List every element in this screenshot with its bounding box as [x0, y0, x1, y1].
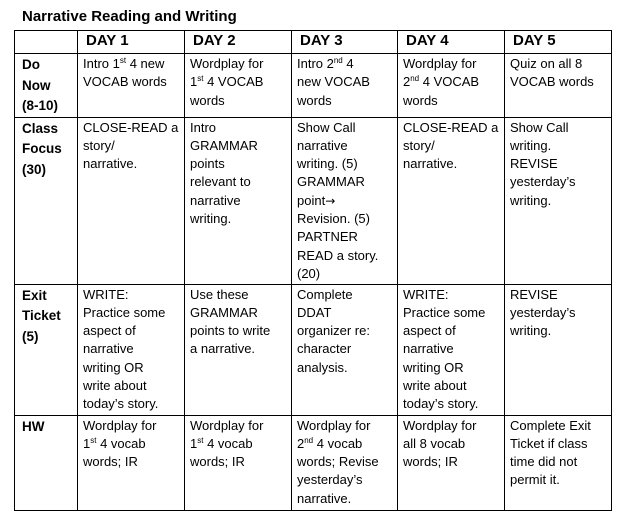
cell-line: 1st 4 vocab	[83, 435, 146, 451]
table-cell	[185, 284, 292, 415]
cell-line: story/	[83, 137, 115, 153]
cell-line: 2nd 4 vocab	[297, 435, 363, 451]
cell-line: CLOSE-READ a	[403, 119, 499, 135]
cell-line: write about	[83, 377, 147, 393]
cell-line: all 8 vocab	[403, 435, 466, 451]
cell-line: Intro 2nd 4	[297, 56, 354, 71]
cell-line: GRAMMAR	[190, 304, 258, 320]
cell-line: writing OR	[403, 359, 464, 375]
cell-line: Show Call	[510, 119, 569, 135]
cell-line: writing.	[510, 137, 552, 153]
cell-line: yesterday’s	[297, 472, 363, 488]
row-label	[15, 54, 78, 118]
cell-line: Practice some	[403, 304, 486, 320]
cell-line: narrative.	[83, 156, 138, 172]
cell-line: points to write	[190, 323, 271, 339]
day-header: DAY 1	[78, 31, 185, 54]
cell-line: words; Revise	[297, 454, 379, 470]
cell-line: VOCAB words	[510, 74, 594, 90]
row-label-line: Now	[22, 77, 51, 93]
table-cell	[78, 117, 185, 284]
cell-line: narrative	[83, 341, 134, 357]
cell-line: PARTNER	[297, 229, 358, 245]
row-label-line: Ticket	[22, 308, 61, 323]
cell-line: yesterday’s	[510, 304, 576, 320]
cell-line: points	[190, 156, 225, 172]
cell-line: DDAT	[297, 304, 332, 320]
cell-line: Practice some	[83, 304, 166, 320]
cell-line: Wordplay for	[297, 417, 371, 433]
cell-line: Quiz on all 8	[510, 56, 583, 71]
table-cell	[185, 54, 292, 118]
table-row	[15, 415, 612, 510]
cell-line: GRAMMAR	[190, 137, 258, 153]
row-label-line: (30)	[22, 161, 47, 177]
cell-line: writing.	[510, 192, 552, 208]
table-cell	[505, 415, 612, 510]
row-label-line: HW	[22, 418, 45, 434]
cell-line: Intro	[190, 119, 217, 135]
row-label	[15, 284, 78, 415]
cell-line: READ a story.	[297, 247, 379, 263]
cell-line: writing.	[510, 323, 552, 339]
cell-line: Wordplay for	[403, 56, 477, 71]
cell-line: GRAMMAR	[297, 174, 365, 190]
table-cell	[398, 54, 505, 118]
row-label-line: Class	[22, 120, 59, 136]
cell-line: WRITE:	[83, 286, 129, 302]
cell-line: words; IR	[403, 454, 458, 470]
cell-line: today’s story.	[83, 396, 159, 412]
ordinal-suffix: nd	[304, 435, 314, 445]
table-cell	[185, 415, 292, 510]
cell-line: (20)	[297, 265, 321, 281]
cell-line: Intro 1st 4 new	[83, 56, 165, 71]
cell-line: writing OR	[83, 359, 144, 375]
cell-line: relevant to	[190, 174, 251, 190]
cell-line: VOCAB words	[83, 74, 167, 90]
table-cell	[292, 117, 398, 284]
row-label	[15, 415, 78, 510]
table-cell	[78, 284, 185, 415]
cell-line: 2nd 4 VOCAB	[403, 74, 480, 90]
cell-line: Revision. (5)	[297, 210, 370, 226]
table-cell	[78, 415, 185, 510]
table-cell	[505, 54, 612, 118]
day-header: DAY 5	[505, 31, 612, 54]
table-cell	[292, 415, 398, 510]
day-header: DAY 4	[398, 31, 505, 54]
cell-line: today’s story.	[403, 396, 479, 412]
cell-line: Complete Exit	[510, 417, 591, 433]
table-cell	[505, 117, 612, 284]
ordinal-suffix: st	[119, 56, 127, 65]
cell-line: REVISE	[510, 286, 558, 302]
row-label	[15, 117, 78, 284]
cell-line: Use these	[190, 286, 249, 302]
cell-line: REVISE	[510, 156, 558, 172]
lesson-plan-table	[14, 30, 612, 511]
cell-line: organizer re:	[297, 323, 370, 339]
cell-line: words	[403, 92, 438, 108]
cell-line: words; IR	[83, 454, 138, 470]
row-label-line: Do	[22, 57, 40, 72]
table-cell	[398, 117, 505, 284]
cell-line: Wordplay for	[83, 417, 157, 433]
cell-line: narrative	[403, 341, 454, 357]
cell-line: words; IR	[190, 454, 245, 470]
table-cell	[292, 54, 398, 118]
cell-line: writing. (5)	[297, 156, 358, 172]
cell-line: yesterday’s	[510, 174, 576, 190]
cell-line: a narrative.	[190, 341, 256, 357]
cell-line: Ticket if class	[510, 435, 588, 451]
cell-line: new VOCAB	[297, 74, 370, 90]
cell-line: character	[297, 341, 352, 357]
cell-line: words	[190, 92, 225, 108]
cell-line: point→	[297, 192, 336, 208]
cell-line: WRITE:	[403, 286, 449, 302]
ordinal-suffix: st	[197, 435, 204, 445]
table-cell	[398, 415, 505, 510]
cell-line: time did not	[510, 454, 578, 470]
cell-line: Show Call	[297, 119, 356, 135]
cell-line: Wordplay for	[403, 417, 477, 433]
day-header: DAY 3	[292, 31, 398, 54]
page-title: Narrative Reading and Writing	[22, 8, 237, 25]
ordinal-suffix: nd	[333, 56, 343, 65]
cell-line: aspect of	[403, 323, 456, 339]
corner-cell	[15, 31, 78, 54]
table-cell	[78, 54, 185, 118]
table-row	[15, 117, 612, 284]
cell-line: Wordplay for	[190, 56, 264, 71]
ordinal-suffix: st	[90, 435, 97, 445]
cell-line: narrative.	[297, 490, 352, 506]
cell-line: 1st 4 VOCAB	[190, 74, 264, 90]
table-cell	[292, 284, 398, 415]
table-cell	[505, 284, 612, 415]
cell-line: writing.	[190, 210, 232, 226]
cell-line: Wordplay for	[190, 417, 264, 433]
row-label-line: Exit	[22, 287, 47, 303]
cell-line: words	[297, 92, 332, 108]
ordinal-suffix: st	[197, 74, 204, 84]
arrow-right-icon: →	[325, 193, 336, 208]
table-cell	[185, 117, 292, 284]
cell-line: narrative	[297, 137, 348, 153]
cell-line: write about	[403, 377, 467, 393]
cell-line: 1st 4 vocab	[190, 435, 253, 451]
cell-line: story/	[403, 137, 435, 153]
row-label-line: Focus	[22, 141, 62, 156]
table-row	[15, 284, 612, 415]
row-label-line: (8-10)	[22, 98, 59, 113]
cell-line: aspect of	[83, 323, 136, 339]
ordinal-suffix: nd	[410, 74, 420, 84]
cell-line: permit it.	[510, 472, 560, 488]
day-header: DAY 2	[185, 31, 292, 54]
table-row	[15, 54, 612, 118]
row-label-line: (5)	[22, 328, 39, 344]
cell-line: CLOSE-READ a	[83, 119, 179, 135]
header-row	[15, 31, 612, 54]
cell-line: analysis.	[297, 359, 348, 375]
cell-line: narrative	[190, 192, 241, 208]
cell-line: Complete	[297, 286, 353, 302]
table-cell	[398, 284, 505, 415]
cell-line: narrative.	[403, 156, 458, 172]
